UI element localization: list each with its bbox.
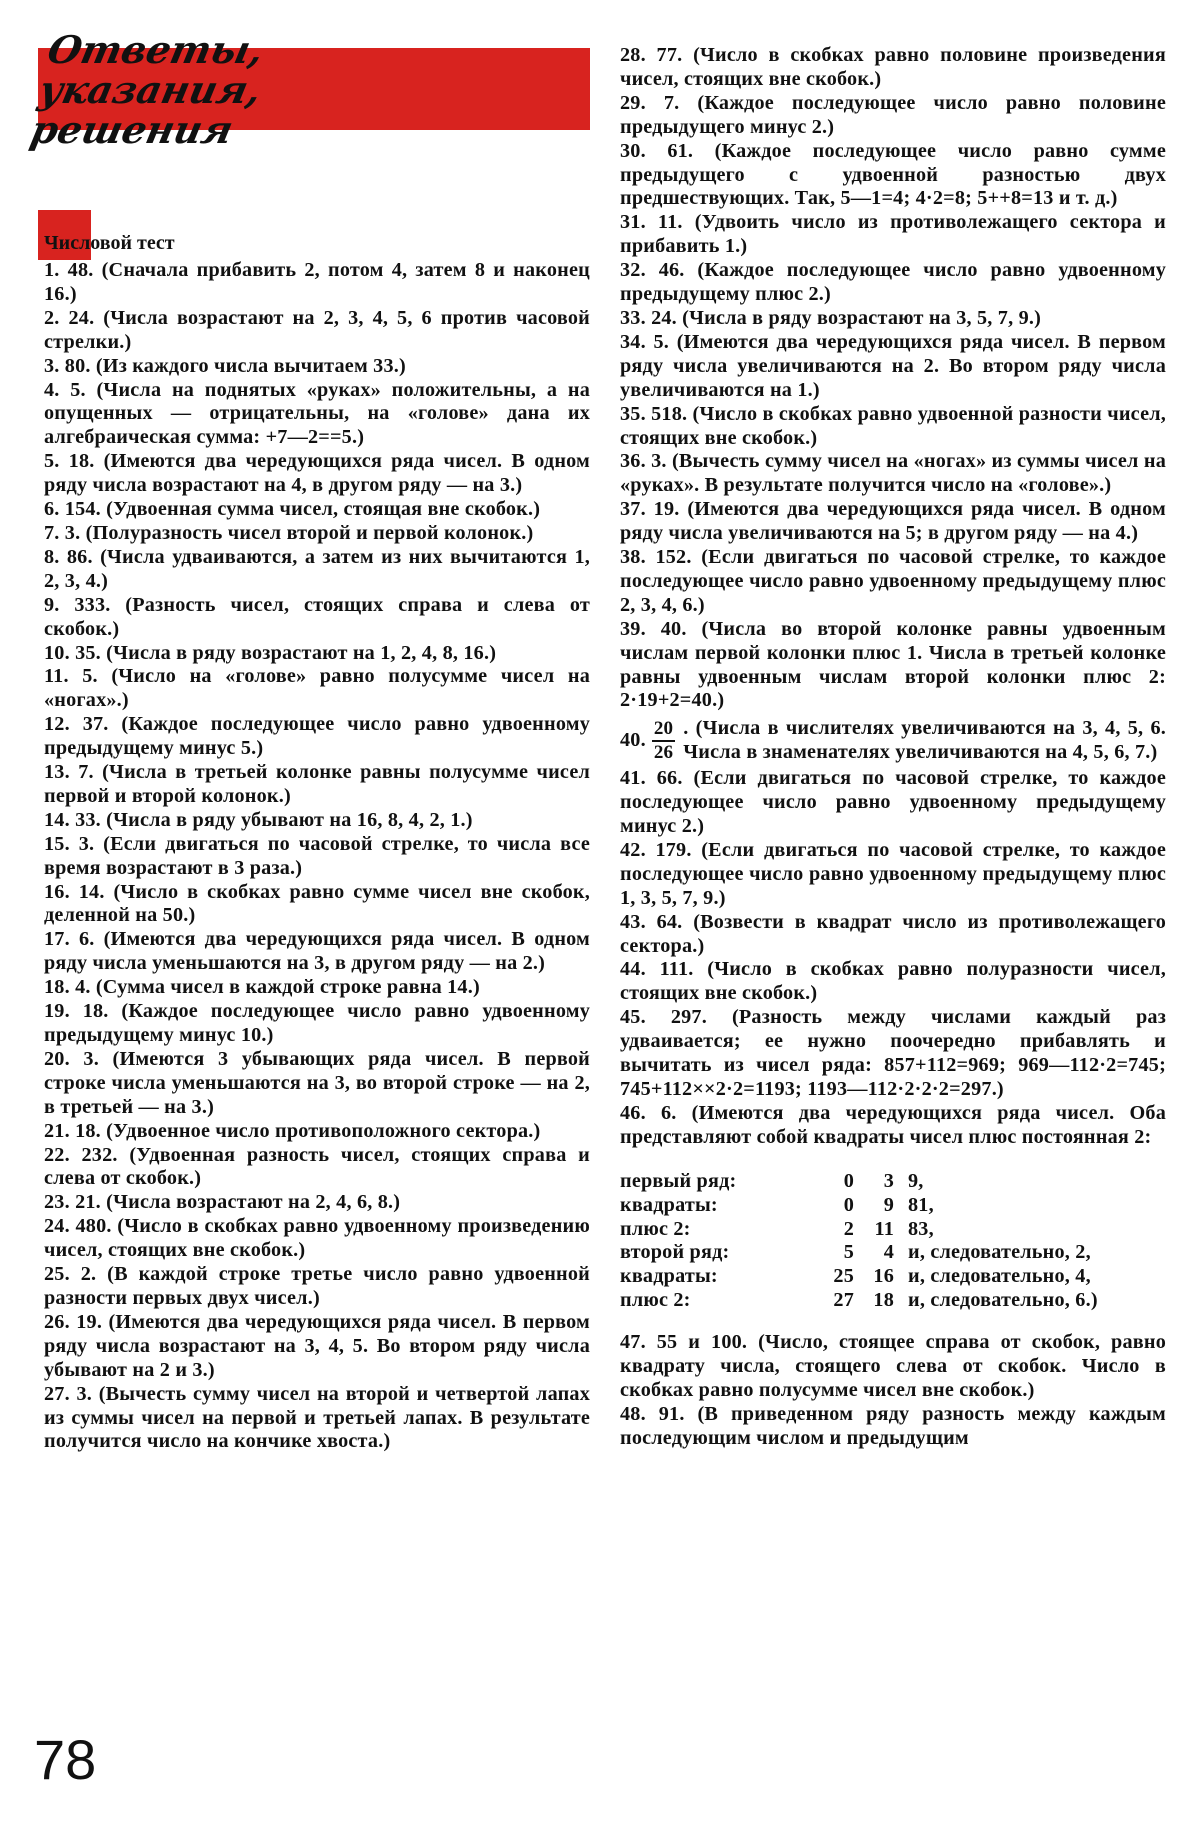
answer-item bbox=[44, 1191, 590, 1215]
table-cell-label: плюс 2: bbox=[620, 1217, 691, 1240]
answer-text: (Вычесть сумму чисел на второй и четвертой лапах из суммы чисел на первой и третьей лапах. В результате получится число на кончике хвоста.) bbox=[44, 1382, 591, 1453]
table-row bbox=[620, 1265, 1098, 1289]
answer-text: (Числа на поднятых «руках» положительны, а на опущенных — отрицательны, на «голове» дана их алгебраическая сумма: +7—2==5.) bbox=[44, 378, 591, 449]
answer-number: 3. 80. bbox=[44, 354, 91, 377]
answer-number: 27. 3. bbox=[44, 1382, 93, 1405]
table-cell-b: 11 bbox=[874, 1217, 894, 1240]
answer-number: 20. 3. bbox=[44, 1047, 99, 1070]
answer-item bbox=[44, 761, 590, 809]
answer-text: (Имеются два чередующихся ряда чисел. В одном ряду числа уменьшаются на 3, в другом ряду — на 2.) bbox=[44, 928, 591, 975]
answer-number: 37. 19. bbox=[620, 498, 680, 521]
table-cell-label: квадраты: bbox=[620, 1265, 718, 1288]
answer-number: 34. 5. bbox=[620, 330, 670, 353]
answer-text: (Каждое последующее число равно удвоенному предыдущему минус 10.) bbox=[44, 1000, 591, 1046]
answer-item bbox=[44, 833, 590, 881]
table-cell-label: второй ряд: bbox=[620, 1241, 730, 1264]
answer-text: (Число в скобках равно удвоенному произведению чисел, стоящих вне скобок.) bbox=[44, 1215, 590, 1262]
answer-number: 38. 152. bbox=[620, 546, 692, 569]
answer-item bbox=[620, 911, 1166, 959]
answer-text: (Из каждого числа вычитаем 33.) bbox=[95, 354, 406, 377]
answer-number: 33. 24. bbox=[620, 306, 677, 329]
answer-text: (Если двигаться по часовой стрелке, то числа все время возрастают в 3 раза.) bbox=[44, 832, 591, 879]
answer-item bbox=[44, 594, 590, 642]
answer-text: (Полуразность чисел второй и первой колонок.) bbox=[85, 521, 534, 544]
answer-text: (Каждое последующее число равно половине предыдущего минус 2.) bbox=[620, 91, 1166, 138]
answer-item bbox=[620, 618, 1166, 714]
answer-number: 8. 86. bbox=[44, 545, 93, 568]
fraction bbox=[652, 718, 675, 764]
answer-number: 47. 55 и 100. bbox=[620, 1331, 748, 1354]
answer-item bbox=[44, 307, 590, 355]
answer-text: (Каждое последующее число равно удвоенному предыдущему плюс 2.) bbox=[620, 259, 1167, 306]
answer-number: 4. 5. bbox=[44, 378, 86, 401]
answer-number: 29. 7. bbox=[620, 91, 680, 114]
answer-item bbox=[44, 1144, 590, 1192]
answer-text: (Имеются два чередующихся ряда чисел. В одном ряду числа возрастают на 4, в другом ряду — на 3.) bbox=[44, 450, 591, 497]
answer-item bbox=[44, 259, 590, 307]
answer-text: (Число на «голове» равно полусумме чисел на «ногах».) bbox=[44, 665, 590, 712]
answer-text: (Числа в третьей колонке равны полусумме чисел первой и второй колонок.) bbox=[44, 761, 591, 807]
answer-number: 48. 91. bbox=[620, 1402, 685, 1425]
answer-item bbox=[620, 767, 1166, 839]
answer-text: (Удвоенное число противоположного сектора.) bbox=[106, 1119, 541, 1142]
answer-number: 22. 232. bbox=[44, 1143, 118, 1166]
answer-text: (Разность чисел, стоящих справа и слева от скобок.) bbox=[44, 593, 590, 640]
answer-item bbox=[620, 839, 1166, 911]
answer-number: 17. 6. bbox=[44, 928, 95, 951]
answer-number: 6. 154. bbox=[44, 498, 101, 521]
table-cell-b: 4 bbox=[883, 1241, 894, 1264]
answer-number: 36. 3. bbox=[620, 450, 667, 473]
answer-item bbox=[44, 713, 590, 761]
table-cell-a: 2 bbox=[843, 1217, 854, 1240]
table-cell-a: 27 bbox=[833, 1289, 854, 1312]
table-cell-b: 3 bbox=[883, 1169, 894, 1192]
answer-text: (Числа во второй колонке равны удвоенным числам первой колонки плюс 1. Числа в третьей колонке равны удвоенным числам второй колонки плюс 2: 2·19+2=40.) bbox=[620, 617, 1167, 712]
answer-item bbox=[44, 498, 590, 522]
header-title-line: решения bbox=[26, 107, 238, 152]
table-cell-c: 83, bbox=[908, 1217, 934, 1240]
answer-text: (Возвести в квадрат число из противолежащего сектора.) bbox=[620, 910, 1167, 957]
answer-number: 11. 5. bbox=[44, 665, 98, 688]
answer-item bbox=[44, 546, 590, 594]
right-column bbox=[620, 44, 1166, 1451]
answer-text: . (Числа в числителях увеличиваются на 3, 4, 5, 6. Числа в знаменателях увеличиваются на 4, 5, 6, 7.) bbox=[683, 717, 1166, 764]
answer-number: 18. 4. bbox=[44, 976, 91, 999]
table-row bbox=[620, 1170, 1098, 1194]
answer-text: (Каждое последующее число равно удвоенному предыдущему минус 5.) bbox=[44, 713, 591, 760]
answer-text: (Разность между числами каждый раз удваивается; ее нужно поочередно прибавлять и вычитать из чисел ряда: 857+112=969; 969—112·2=745; 745+112××2·2=1193; 1193—112·2·2·2=297.) bbox=[620, 1006, 1167, 1100]
answer-item bbox=[44, 1000, 590, 1048]
answer-number: 2. 24. bbox=[44, 306, 95, 329]
table-row bbox=[620, 1194, 1098, 1218]
answer-item bbox=[44, 881, 590, 929]
answer-item bbox=[44, 928, 590, 976]
answer-item bbox=[620, 331, 1166, 403]
answer-item bbox=[620, 259, 1166, 307]
answer-number: 43. 64. bbox=[620, 910, 683, 933]
answer-item bbox=[620, 44, 1166, 92]
answer-number: 10. 35. bbox=[44, 641, 101, 664]
answer-item bbox=[44, 355, 590, 379]
answer-text: (Число в скобках равно удвоенной разности чисел, стоящих вне скобок.) bbox=[620, 402, 1167, 449]
answer-text: (Сумма чисел в каждой строке равна 14.) bbox=[95, 976, 480, 999]
answer-text: (Число в скобках равно полуразности чисел, стоящих вне скобок.) bbox=[620, 958, 1166, 1005]
left-column bbox=[44, 259, 590, 1454]
answer-text: (Удвоить число из противолежащего сектора и прибавить 1.) bbox=[620, 211, 1166, 258]
answer-item bbox=[620, 211, 1166, 259]
answer-text: (Имеются 3 убывающих ряда чисел. В первой строке числа уменьшаются на 3, во второй строке — на 2, в третьей — на 3.) bbox=[44, 1047, 591, 1118]
answer-number: 31. 11. bbox=[620, 211, 683, 234]
answer-number: 5. 18. bbox=[44, 450, 95, 473]
table-cell-c: и, следовательно, 6.) bbox=[908, 1289, 1098, 1312]
fraction-denominator: 26 bbox=[653, 742, 674, 764]
table-row bbox=[620, 1218, 1098, 1242]
answer-item bbox=[620, 958, 1166, 1006]
answer-item bbox=[620, 498, 1166, 546]
answer-item bbox=[44, 1048, 590, 1120]
answer-item bbox=[620, 1102, 1166, 1150]
answer-item bbox=[620, 92, 1166, 140]
table-cell-a: 5 bbox=[843, 1241, 854, 1264]
table-cell-a: 25 bbox=[833, 1265, 854, 1288]
answer-text: (Число, стоящее справа от скобок, равно квадрату числа, стоящего слева от скобок. Число в скобках равно полусумме чисел вне скобок.) bbox=[620, 1331, 1166, 1401]
answer-text: (Имеются два чередующихся ряда чисел. В первом ряду числа возрастают на 3, 4, 5. Во втором ряду числа убывают на 2 и 3.) bbox=[44, 1310, 591, 1381]
answer-text: (Число в скобках равно половине произведения чисел, стоящих вне скобок.) bbox=[620, 44, 1166, 90]
answer-text: (Имеются два чередующихся ряда чисел. В первом ряду числа увеличиваются на 2. Во втором ряду числа увеличиваются на 1.) bbox=[620, 330, 1166, 401]
answer-text: (Удвоенная разность чисел, стоящих справа и слева от скобок.) bbox=[44, 1143, 590, 1190]
answer-number: 12. 37. bbox=[44, 713, 109, 736]
table-cell-c: и, следовательно, 4, bbox=[908, 1265, 1091, 1288]
answer-item bbox=[620, 140, 1166, 212]
answer-item bbox=[620, 1403, 1166, 1451]
answer-number: 41. 66. bbox=[620, 767, 683, 790]
answer-item bbox=[620, 450, 1166, 498]
answer-number: 23. 21. bbox=[44, 1191, 101, 1214]
table-cell-a: 0 bbox=[843, 1169, 854, 1192]
answer-text: (В приведенном ряду разность между каждым последующим числом и предыдущим bbox=[620, 1402, 1166, 1449]
answer-number: 25. 2. bbox=[44, 1263, 97, 1286]
answer-item-40 bbox=[620, 717, 1166, 765]
answer-item bbox=[44, 1383, 590, 1455]
fraction-numerator: 20 bbox=[652, 718, 675, 742]
table-cell-b: 9 bbox=[883, 1193, 894, 1216]
answer-item bbox=[44, 642, 590, 666]
header-title-line: Ответы, bbox=[43, 27, 268, 72]
table-row bbox=[620, 1289, 1098, 1313]
answer-item bbox=[44, 809, 590, 833]
answer-text: (Если двигаться по часовой стрелке, то каждое последующее число равно удвоенному предыдущему плюс 2, 3, 4, 6.) bbox=[620, 546, 1166, 616]
answer-number: 21. 18. bbox=[44, 1119, 101, 1142]
answer-number: 42. 179. bbox=[620, 838, 692, 861]
answer-item bbox=[620, 1331, 1166, 1403]
answer-text: (Числа удваиваются, а затем из них вычитаются 1, 2, 3, 4.) bbox=[44, 545, 590, 592]
answer-text: (Сначала прибавить 2, потом 4, затем 8 и наконец 16.) bbox=[44, 259, 590, 305]
answer-text: (Имеются два чередующихся ряда чисел. Оба представляют собой квадраты чисел плюс постоянная 2: bbox=[620, 1101, 1167, 1148]
answer-item bbox=[620, 307, 1166, 331]
answer-text: (Каждое последующее число равно сумме предыдущего с удвоенной разностью двух предшествующих. Так, 5—1=4; 4·2=8; 5++8=13 и т. д.) bbox=[620, 139, 1166, 210]
answer-item bbox=[44, 665, 590, 713]
answer-text: (Числа в ряду возрастают на 3, 5, 7, 9.) bbox=[682, 306, 1042, 329]
answer-number: 40. bbox=[620, 729, 646, 752]
answer-number: 16. 14. bbox=[44, 880, 105, 903]
answer-number: 30. 61. bbox=[620, 139, 694, 162]
answer-number: 28. 77. bbox=[620, 44, 683, 66]
table-cell-c: и, следовательно, 2, bbox=[908, 1241, 1091, 1264]
answer-number: 19. 18. bbox=[44, 1000, 109, 1023]
answer-text: (Удвоенная сумма чисел, стоящая вне скобок.) bbox=[106, 498, 541, 521]
answer-item bbox=[44, 522, 590, 546]
answer-text: (Числа возрастают на 2, 3, 4, 5, 6 против часовой стрелки.) bbox=[44, 306, 590, 353]
answer-item bbox=[44, 450, 590, 498]
table-cell-label: плюс 2: bbox=[620, 1289, 691, 1312]
header-title bbox=[26, 27, 313, 152]
answer-item bbox=[44, 1311, 590, 1383]
answer-text: (Числа в ряду убывают на 16, 8, 4, 2, 1.) bbox=[106, 808, 473, 831]
answer-number: 1. 48. bbox=[44, 259, 94, 281]
answer-number: 13. 7. bbox=[44, 761, 94, 784]
answer-number: 7. 3. bbox=[44, 521, 81, 544]
answer-text: (Если двигаться по часовой стрелке, то каждое последующее число равно удвоенному предыдущему плюс 1, 3, 5, 7, 9.) bbox=[620, 838, 1166, 909]
answer-item bbox=[44, 379, 590, 451]
table-cell-c: 9, bbox=[908, 1169, 924, 1192]
table-cell-label: первый ряд: bbox=[620, 1169, 737, 1192]
answer-46-table bbox=[620, 1170, 1098, 1313]
answer-number: 9. 333. bbox=[44, 593, 111, 616]
answer-item bbox=[44, 1120, 590, 1144]
answer-number: 32. 46. bbox=[620, 259, 685, 282]
answer-item bbox=[44, 1263, 590, 1311]
answer-item bbox=[44, 1215, 590, 1263]
answer-text: (Числа в ряду возрастают на 1, 2, 4, 8, 16.) bbox=[106, 641, 497, 664]
answer-text: (Число в скобках равно сумме чисел вне скобок, деленной на 50.) bbox=[44, 880, 590, 927]
answer-number: 35. 518. bbox=[620, 402, 688, 425]
table-cell-c: 81, bbox=[908, 1193, 934, 1216]
page-number: 78 bbox=[34, 1728, 97, 1791]
table-row bbox=[620, 1241, 1098, 1265]
answer-number: 44. 111. bbox=[620, 958, 694, 981]
table-cell-a: 0 bbox=[843, 1193, 854, 1216]
table-cell-b: 16 bbox=[873, 1265, 894, 1288]
answer-number: 26. 19. bbox=[44, 1310, 103, 1333]
answer-number: 45. 297. bbox=[620, 1006, 707, 1029]
answer-number: 24. 480. bbox=[44, 1215, 112, 1238]
answer-text: (Вычесть сумму чисел на «ногах» из суммы чисел на «руках». В результате получится число на «голове».) bbox=[620, 450, 1166, 497]
answer-item bbox=[44, 976, 590, 1000]
answer-item bbox=[620, 403, 1166, 451]
answer-text: (Если двигаться по часовой стрелке, то каждое последующее число равно удвоенному предыдущему минус 2.) bbox=[620, 767, 1166, 837]
answer-number: 46. 6. bbox=[620, 1101, 677, 1124]
table-cell-label: квадраты: bbox=[620, 1193, 718, 1216]
answer-number: 39. 40. bbox=[620, 617, 687, 640]
header-title-line: указания, bbox=[35, 67, 266, 112]
answer-item bbox=[620, 546, 1166, 618]
answer-text: (В каждой строке третье число равно удвоенной разности первых двух чисел.) bbox=[44, 1263, 591, 1309]
section-title: Числовой тест bbox=[44, 232, 175, 254]
answer-number: 14. 33. bbox=[44, 808, 101, 831]
answer-text: (Имеются два чередующихся ряда чисел. В одном ряду числа увеличиваются на 5; в другом ряду — на 4.) bbox=[620, 498, 1166, 545]
table-cell-b: 18 bbox=[873, 1289, 894, 1312]
answer-number: 15. 3. bbox=[44, 832, 95, 855]
answer-item bbox=[620, 1006, 1166, 1102]
answer-text: (Числа возрастают на 2, 4, 6, 8.) bbox=[106, 1191, 401, 1214]
